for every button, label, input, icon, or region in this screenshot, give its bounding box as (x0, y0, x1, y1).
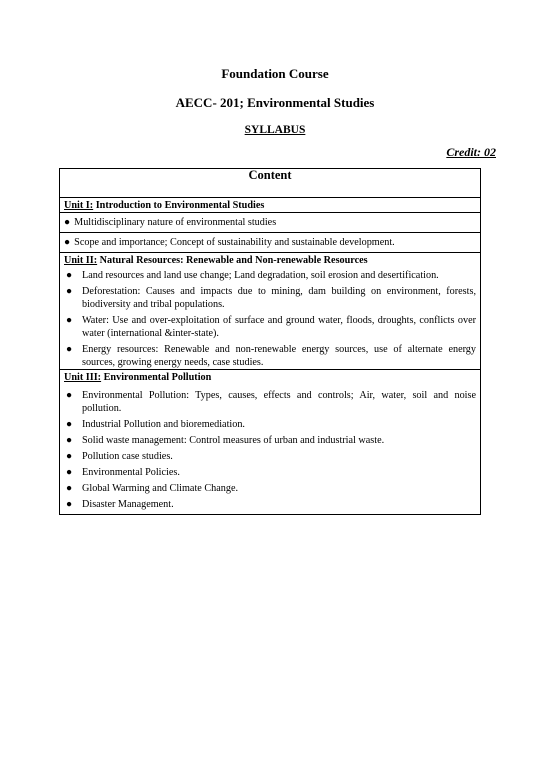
list-item: ● Environmental Policies. (66, 467, 180, 478)
bullet-icon: ● (64, 237, 71, 248)
unit-3-list (64, 384, 476, 511)
list-item: ● Disaster Management. (66, 499, 174, 510)
unit-1-label: Unit I: (64, 200, 94, 211)
unit-1-title: Introduction to Environmental Studies (95, 200, 265, 211)
bullet-icon: ● (66, 270, 73, 281)
unit-2-label: Unit II: (64, 255, 98, 266)
bullet-icon: ● (66, 390, 73, 401)
unit-3-row (60, 370, 481, 515)
course-code-title: AECC- 201; Environmental Studies (175, 95, 375, 110)
list-item: ● Deforestation: Causes and impacts due to mining, dam building on environment, forests, biodiversity and tribal populations. (66, 286, 476, 310)
list-item: ● Multidisciplinary nature of environmental studies (64, 217, 277, 228)
bullet-icon: ● (66, 483, 73, 494)
bullet-icon: ● (66, 451, 73, 462)
list-item: ● Solid waste management: Control measures of urban and industrial waste. (66, 435, 385, 446)
list-item: ● Pollution case studies. (66, 451, 173, 462)
unit-3-heading (64, 370, 476, 384)
list-item: ● Scope and importance; Concept of sustainability and sustainable development. (64, 237, 395, 248)
syllabus-table (59, 168, 481, 515)
bullet-icon: ● (66, 315, 73, 326)
bullet-icon: ● (66, 467, 73, 478)
unit-2-heading (64, 253, 476, 267)
bullet-icon: ● (66, 419, 73, 430)
list-item: ● Environmental Pollution: Types, causes, effects and controls; Air, water, soil and noise pollution. (66, 390, 476, 414)
bullet-icon: ● (64, 217, 71, 228)
table-header-content: Content (60, 169, 481, 198)
bullet-icon: ● (66, 286, 73, 297)
list-item: ● Industrial Pollution and bioremediation. (66, 419, 245, 430)
unit-2-row (60, 253, 481, 370)
bullet-icon: ● (66, 435, 73, 446)
unit-2-list (64, 269, 476, 369)
list-item: ● Water: Use and over-exploitation of surface and ground water, floods, droughts, conflicts over water (international &inter-state). (66, 315, 476, 339)
bullet-icon: ● (66, 499, 73, 510)
syllabus-heading: SYLLABUS (244, 124, 306, 136)
unit-3-label: Unit III: (64, 372, 102, 383)
list-item: ● Energy resources: Renewable and non-renewable energy sources, use of alternate energy sources, growing energy needs, case studies. (66, 344, 476, 368)
course-title: Foundation Course (221, 66, 329, 81)
unit-1-row (60, 198, 481, 253)
unit-1-heading (64, 198, 476, 212)
unit-3-title: Environmental Pollution (103, 372, 212, 383)
credit-label: Credit: 02 (446, 145, 496, 159)
list-item: ● Global Warming and Climate Change. (66, 483, 239, 494)
list-item: ● Land resources and land use change; Land degradation, soil erosion and desertification. (66, 270, 439, 281)
unit-2-title: Natural Resources: Renewable and Non-renewable Resources (99, 255, 368, 266)
bullet-icon: ● (66, 344, 73, 355)
